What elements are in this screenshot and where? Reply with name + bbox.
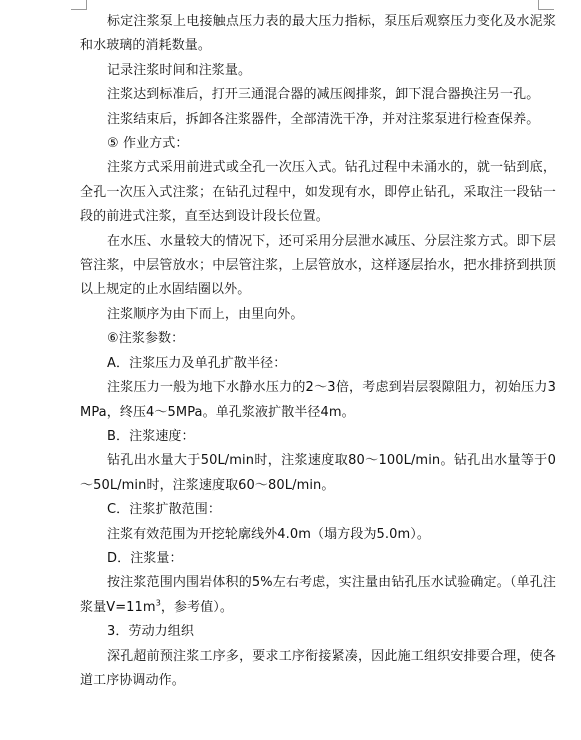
paragraph-pressure-gauge: 标定注浆泵上电接触点压力表的最大压力指标，泵压后观察压力变化及水泥浆和水玻璃的消耗数量。 [80, 14, 556, 54]
subheading-pressure-radius: A．注浆压力及单孔扩散半径： [107, 355, 287, 371]
paragraph-grouting-order: 注浆顺序为由下而上，由里向外。 [107, 306, 304, 322]
volume-text-part-2: ，参考值）。 [160, 599, 234, 615]
right-margin-corner-mark [538, 0, 554, 10]
paragraph-cleanup: 注浆结束后，拆卸各注浆器件，全部清洗干净，并对注浆泵进行检查保养。 [107, 111, 540, 127]
section-heading-grouting-parameters: ⑥注浆参数： [107, 331, 185, 347]
paragraph-grouting-volume [80, 571, 556, 620]
paragraph-pressure-values: 注浆压力一般为地下水静水压力的2～3倍，考虑到岩层裂隙阻力，初始压力3MPa，终压4～5MPa。单孔浆液扩散半径4m。 [80, 380, 556, 420]
subheading-grouting-volume: D．注浆量： [107, 550, 183, 566]
cubic-superscript: 3 [155, 598, 161, 608]
paragraph-grouting-method: 注浆方式采用前进式或全孔一次压入式。钻孔过程中未涌水的，就一钻到底，全孔一次压入式注浆；在钻孔过程中，如发现有水，即停止钻孔，采取注一段钻一段的前进式注浆，直至达到设计段长位置。 [80, 160, 556, 225]
paragraph-layered-grouting: 在水压、水量较大的情况下，还可采用分层泄水减压、分层注浆方式。即下层管注浆，中层管放水；中层管注浆，上层管放水，这样逐层抬水，把水排挤到拱顶以上规定的止水固结圈以外。 [80, 233, 556, 298]
paragraph-record-time: 记录注浆时间和注浆量。 [107, 62, 252, 78]
paragraph-speed-values: 钻孔出水量大于50L/min时，注浆速度取80～100L/min。钻孔出水量等于0～50L/min时，注浆速度取60～80L/min。 [80, 453, 556, 493]
section-heading-work-method: ⑤ 作业方式： [107, 136, 189, 152]
paragraph-switch-hole: 注浆达到标准后，打开三通混合器的减压阀排浆，卸下混合器换注另一孔。 [107, 87, 540, 103]
volume-text-part-1: 按注浆范围内围岩体积的5%左右考虑，实注量由钻孔压水试验确定。（单孔注浆量V=11m [80, 575, 556, 615]
subheading-diffusion-range: C．注浆扩散范围： [107, 502, 221, 518]
left-margin-corner-mark [71, 0, 87, 10]
subheading-grouting-speed: B．注浆速度： [107, 428, 195, 444]
paragraph-labor-organization: 深孔超前预注浆工序多，要求工序衔接紧凑，因此施工组织安排要合理，使各道工序协调动作。 [80, 648, 556, 688]
document-body [80, 10, 556, 693]
section-heading-labor-organization: 3．劳动力组织 [107, 624, 194, 640]
paragraph-diffusion-range: 注浆有效范围为开挖轮廓线外4.0m（塌方段为5.0m）。 [107, 526, 430, 542]
